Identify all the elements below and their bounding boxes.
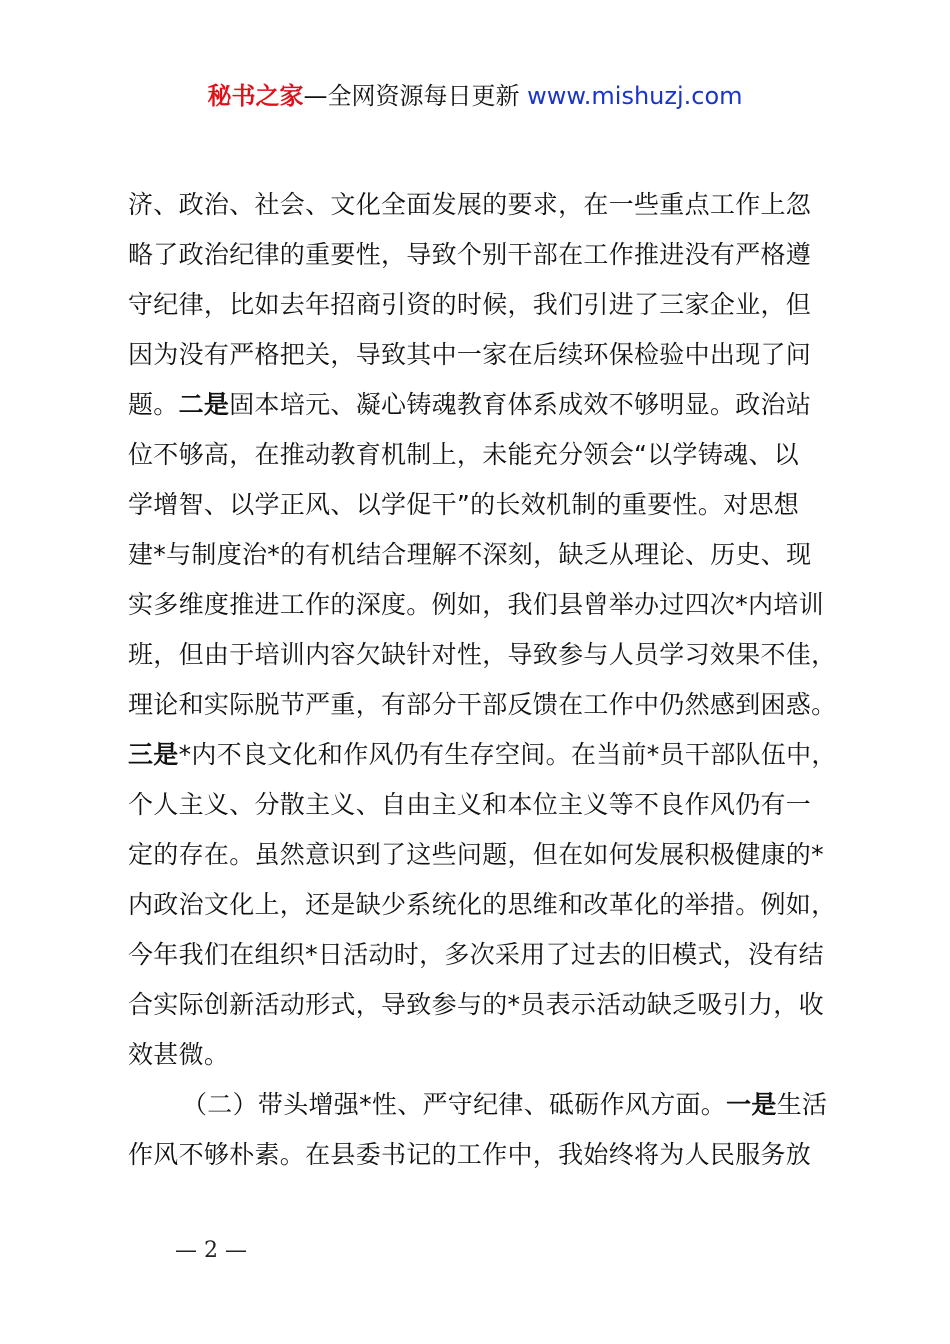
line-prefix: 题。 — [128, 390, 179, 419]
line-text: 学增智、以学正风、以学促干”的长效机制的重要性。对思想 — [128, 490, 800, 519]
text-line — [128, 1130, 853, 1180]
text-line — [128, 180, 853, 230]
text-line — [128, 780, 853, 830]
text-line — [128, 980, 853, 1030]
text-line — [128, 830, 853, 880]
header-dash: — — [303, 82, 328, 110]
site-header — [0, 80, 950, 112]
line-text: *内不良文化和作风仍有生存空间。在当前*员干部队伍中， — [178, 740, 837, 769]
line-text: 内政治文化上，还是缺少系统化的思维和改革化的举措。例如， — [128, 890, 837, 919]
text-line — [128, 480, 853, 530]
line-text: 济、政治、社会、文化全面发展的要求，在一些重点工作上忽 — [128, 190, 812, 219]
text-line — [128, 1080, 853, 1130]
text-line — [128, 280, 853, 330]
text-line — [128, 380, 853, 430]
line-text: 理论和实际脱节严重，有部分干部反馈在工作中仍然感到困惑。 — [128, 690, 837, 719]
bold-marker: 二是 — [178, 390, 230, 419]
line-text: 生活 — [776, 1090, 828, 1119]
site-url-link[interactable]: www.mishuzj.com — [527, 82, 743, 110]
text-line — [128, 730, 853, 780]
text-line — [128, 680, 853, 730]
bold-marker: 三是 — [128, 740, 179, 769]
line-text: 略了政治纪律的重要性，导致个别干部在工作推进没有严格遵 — [128, 240, 812, 269]
page-number: — 2 — — [175, 1238, 247, 1263]
line-text: 今年我们在组织*日活动时，多次采用了过去的旧模式，没有结 — [128, 940, 824, 969]
text-line — [128, 1030, 853, 1080]
line-text: 因为没有严格把关，导致其中一家在后续环保检验中出现了问 — [128, 340, 812, 369]
line-text: 个人主义、分散主义、自由主义和本位主义等不良作风仍有一 — [128, 790, 812, 819]
line-text: 效甚微。 — [128, 1040, 230, 1069]
text-line — [128, 930, 853, 980]
line-text: 定的存在。虽然意识到了这些问题，但在如何发展积极健康的* — [128, 840, 824, 869]
brand-name: 秘书之家 — [207, 82, 304, 110]
line-text: 位不够高，在推动教育机制上，未能充分领会“以学铸魂、以 — [128, 440, 800, 469]
text-line — [128, 330, 853, 380]
text-line — [128, 430, 853, 480]
document-body — [128, 180, 853, 1180]
text-line — [128, 230, 853, 280]
text-line — [128, 580, 853, 630]
text-line — [128, 880, 853, 930]
line-text: 守纪律，比如去年招商引资的时候，我们引进了三家企业，但 — [128, 290, 812, 319]
bold-marker: 一是 — [726, 1090, 777, 1119]
line-text: 实多维度推进工作的深度。例如，我们县曾举办过四次*内培训 — [128, 590, 824, 619]
text-line — [128, 630, 853, 680]
line-text: 固本培元、凝心铸魂教育体系成效不够明显。政治站 — [229, 390, 812, 419]
line-text: 作风不够朴素。在县委书记的工作中，我始终将为人民服务放 — [128, 1140, 812, 1169]
text-line — [128, 530, 853, 580]
line-text: 班，但由于培训内容欠缺针对性，导致参与人员学习效果不佳， — [128, 640, 837, 669]
line-text: 建*与制度治*的有机结合理解不深刻，缺乏从理论、历史、现 — [128, 540, 812, 569]
line-text: 合实际创新活动形式，导致参与的*员表示活动缺乏吸引力，收 — [128, 990, 824, 1019]
header-slogan: 全网资源每日更新 — [327, 82, 528, 110]
line-prefix: （二）带头增强*性、严守纪律、砥砺作风方面。 — [182, 1090, 727, 1119]
